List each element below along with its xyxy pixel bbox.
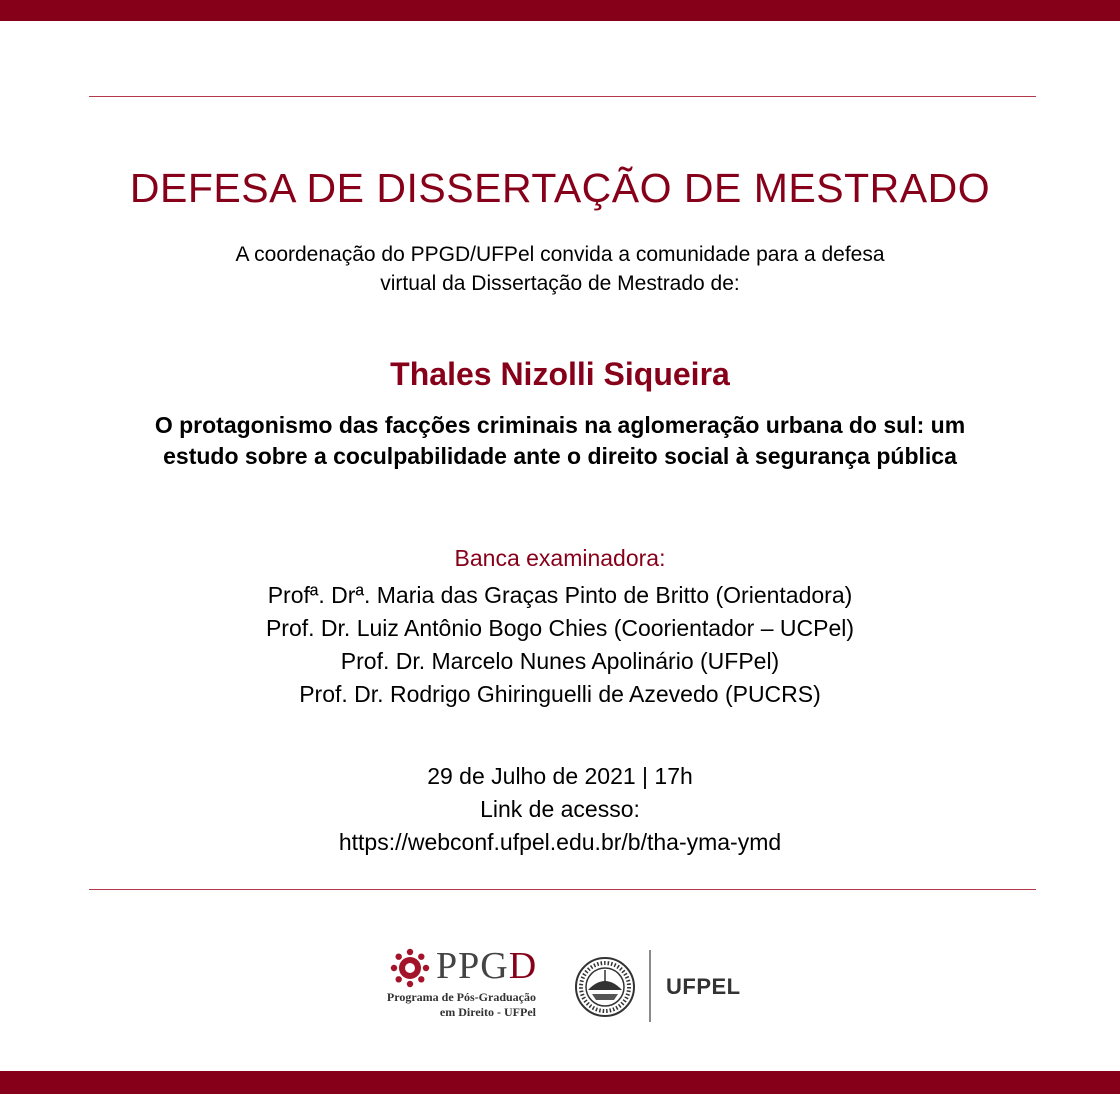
invitation-line-1: A coordenação do PPGD/UFPel convida a comunidade para a defesa: [235, 243, 885, 266]
logo-row: [0, 945, 1120, 1028]
thesis-line-2: estudo sobre a coculpabilidade ante o direito social à segurança pública: [163, 443, 957, 469]
ppgd-subtitle: [386, 990, 536, 1020]
ufpel-seal-icon: [574, 956, 636, 1018]
invitation-line-2: virtual da Dissertação de Mestrado de:: [380, 272, 740, 295]
ppgd-flower-icon: [390, 948, 430, 988]
ppgd-wordmark-d: D: [508, 945, 538, 987]
committee-member: Prof. Dr. Rodrigo Ghiringuelli de Azevedo (PUCRS): [299, 681, 821, 707]
ppgd-subtitle-line-2: em Direito - UFPel: [439, 1005, 536, 1019]
thesis-title: [0, 410, 1120, 472]
committee-member: Prof. Dr. Marcelo Nunes Apolinário (UFPel): [340, 648, 780, 674]
top-banner-bar: [0, 0, 1120, 21]
access-link[interactable]: https://webconf.ufpel.edu.br/b/tha-yma-ymd: [338, 829, 782, 855]
bottom-divider: [89, 889, 1036, 890]
candidate-name: Thales Nizolli Siqueira: [390, 356, 730, 392]
committee-list: [0, 579, 1120, 711]
thesis-line-1: O protagonismo das facções criminais na aglomeração urbana do sul: um: [154, 412, 966, 438]
ppgd-wordmark: [436, 944, 537, 988]
committee-member: Prof. Dr. Luiz Antônio Bogo Chies (Coorientador – UCPel): [265, 615, 855, 641]
ppgd-subtitle-line-1: Programa de Pós-Graduação: [386, 990, 536, 1004]
top-divider: [89, 96, 1036, 97]
link-label: Link de acesso:: [480, 796, 640, 822]
committee-member: Profª. Drª. Maria das Graças Pinto de Britto (Orientadora): [267, 582, 853, 608]
bottom-banner-bar: [0, 1071, 1120, 1094]
event-details: [0, 760, 1120, 859]
logo-divider: [649, 950, 651, 1022]
committee-heading: Banca examinadora:: [454, 545, 666, 571]
invitation-text: [0, 240, 1120, 298]
event-datetime: 29 de Julho de 2021 | 17h: [427, 763, 693, 789]
ufpel-wordmark: UFPEL: [666, 974, 741, 999]
ppgd-wordmark-text: PPG: [436, 945, 509, 987]
page-title: DEFESA DE DISSERTAÇÃO DE MESTRADO: [129, 165, 991, 211]
